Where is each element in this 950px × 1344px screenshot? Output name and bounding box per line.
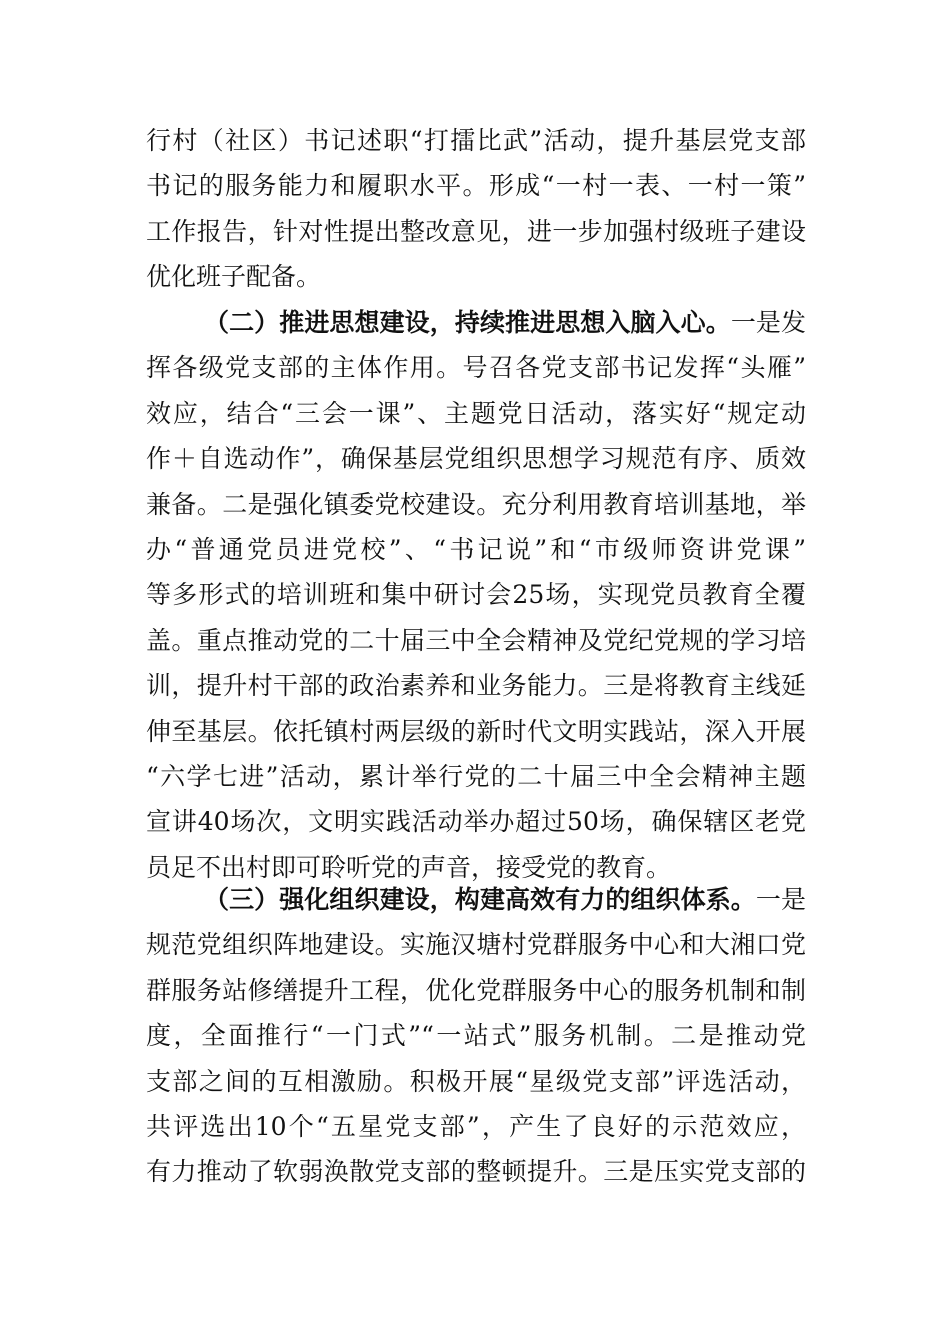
paragraph-line: 伸至基层。依托镇村两层级的新时代文明实践站，深入开展 xyxy=(146,716,806,746)
paragraph-text: 一是发 xyxy=(730,308,806,337)
paragraph-line: 群服务站修缮提升工程，优化党群服务中心的服务机制和制 xyxy=(146,975,806,1005)
section-heading: （二）推进思想建设，持续推进思想入脑入心。 xyxy=(204,308,731,337)
paragraph-text: 一是 xyxy=(755,885,806,914)
paragraph-line: 兼备。二是强化镇委党校建设。充分利用教育培训基地，举 xyxy=(146,489,806,519)
section-heading: （三）强化组织建设，构建高效有力的组织体系。 xyxy=(204,885,756,914)
paragraph-line: 训，提升村干部的政治素养和业务能力。三是将教育主线延 xyxy=(146,671,806,701)
paragraph-line: 支部之间的互相激励。积极开展“星级党支部”评选活动， xyxy=(146,1066,806,1096)
paragraph-line: 效应，结合“三会一课”、主题党日活动，落实好“规定动 xyxy=(146,398,806,428)
paragraph-line: 有力推动了软弱涣散党支部的整顿提升。三是压实党支部的 xyxy=(146,1157,806,1187)
paragraph-line: 共评选出10个“五星党支部”，产生了良好的示范效应， xyxy=(146,1111,806,1141)
paragraph-line: “六学七进”活动，累计举行党的二十届三中全会精神主题 xyxy=(146,761,806,791)
paragraph-line: 员足不出村即可聆听党的声音，接受党的教育。 xyxy=(146,852,672,882)
paragraph-line: 作＋自选动作”，确保基层党组织思想学习规范有序、质效 xyxy=(146,444,806,474)
paragraph-line: 书记的服务能力和履职水平。形成“一村一表、一村一策” xyxy=(146,171,806,201)
paragraph-line: 办“普通党员进党校”、“书记说”和“市级师资讲党课” xyxy=(146,534,806,564)
paragraph-line: 行村（社区）书记述职“打擂比武”活动，提升基层党支部 xyxy=(146,126,806,155)
paragraph-line: 宣讲40场次，文明实践活动举办超过50场，确保辖区老党 xyxy=(146,807,806,837)
paragraph-1 xyxy=(146,118,806,300)
paragraph-line: 挥各级党支部的主体作用。号召各党支部书记发挥“头雁” xyxy=(146,353,806,383)
paragraph-3 xyxy=(146,877,806,1195)
paragraph-line: 规范党组织阵地建设。实施汉塘村党群服务中心和大湘口党 xyxy=(146,930,806,960)
paragraph-line: 度，全面推行“一门式”“一站式”服务机制。二是推动党 xyxy=(146,1021,806,1051)
paragraph-line: 等多形式的培训班和集中研讨会25场，实现党员教育全覆 xyxy=(146,580,806,610)
paragraph-2 xyxy=(146,300,806,890)
paragraph-line: 优化班子配备。 xyxy=(146,262,322,292)
paragraph-line: 工作报告，针对性提出整改意见，进一步加强村级班子建设 xyxy=(146,216,806,246)
paragraph-first-line xyxy=(146,877,806,922)
paragraph-first-line xyxy=(146,300,806,345)
paragraph-line: 盖。重点推动党的二十届三中全会精神及党纪党规的学习培 xyxy=(146,625,806,655)
